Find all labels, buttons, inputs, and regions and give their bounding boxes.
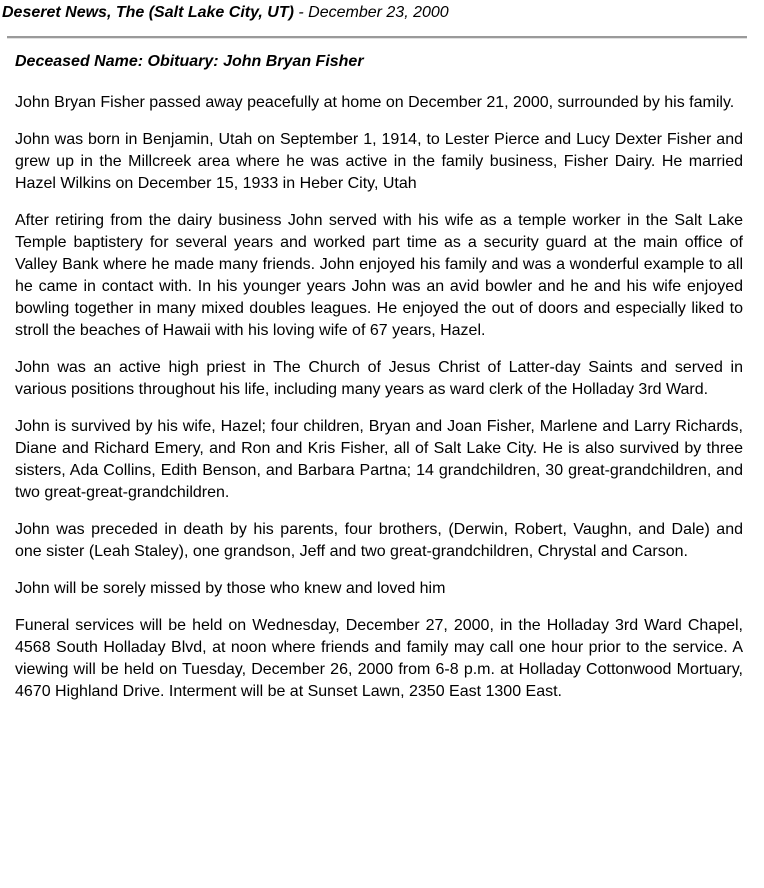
deceased-name-heading: Deceased Name: Obituary: John Bryan Fisher xyxy=(15,53,364,70)
paragraph-survivors: John is survived by his wife, Hazel; four children, Bryan and Joan Fisher, Marlene and Larry Richards, Diane and Richard Emery, and Ron and Kris Fisher, all of Salt Lake City. He is also survived by three sisters, Ada Collins, Edith Benson, and Barbara Partna; 14 grandchildren, 30 great-grandchildren, and two great-great-grandchildren. xyxy=(15,418,743,501)
paragraph-birth: John was born in Benjamin, Utah on September 1, 1914, to Lester Pierce and Lucy Dexter Fisher and grew up in the Millcreek area where he was active in the family business, Fisher Dairy. He married Hazel Wilkins on December 15, 1933 in Heber City, Utah xyxy=(15,131,743,192)
publication-source: Deseret News, The (Salt Lake City, UT) xyxy=(2,4,294,21)
paragraph-career: After retiring from the dairy business John served with his wife as a temple worker in the Salt Lake Temple baptistery for several years and worked part time as a security guard at the main office of Valley Bank where he made many friends. John enjoyed his family and was a wonderful example to all he came in contact with. In his younger years John was an avid bowler and he and his wife enjoyed bowling together in many mixed doubles leagues. He enjoyed the out of doors and especially liked to stroll the beaches of Hawaii with his loving wife of 67 years, Hazel. xyxy=(15,212,743,339)
publication-header xyxy=(2,4,449,22)
paragraph-services: Funeral services will be held on Wednesday, December 27, 2000, in the Holladay 3rd Ward Chapel, 4568 South Holladay Blvd, at noon where friends and family may call one hour prior to the service. A viewing will be held on Tuesday, December 26, 2000 from 6-8 p.m. at Holladay Cottonwood Mortuary, 4670 Highland Drive. Interment will be at Sunset Lawn, 2350 East 1300 East. xyxy=(15,617,743,700)
header-separator: - xyxy=(293,4,309,21)
paragraph-church-service: John was an active high priest in The Church of Jesus Christ of Latter-day Saints and served in various positions throughout his life, including many years as ward clerk of the Holladay 3rd Ward. xyxy=(15,359,743,398)
paragraph-passing: John Bryan Fisher passed away peacefully at home on December 21, 2000, surrounded by his family. xyxy=(15,94,735,111)
publication-date: December 23, 2000 xyxy=(308,4,449,21)
obituary-content xyxy=(15,51,743,718)
header-divider xyxy=(7,36,747,39)
paragraph-preceded: John was preceded in death by his parents, four brothers, (Derwin, Robert, Vaughn, and Dale) and one sister (Leah Staley), one grandson, Jeff and two great-grandchildren, Chrystal and Carson. xyxy=(15,521,743,560)
paragraph-missed: John will be sorely missed by those who knew and loved him xyxy=(15,580,446,597)
